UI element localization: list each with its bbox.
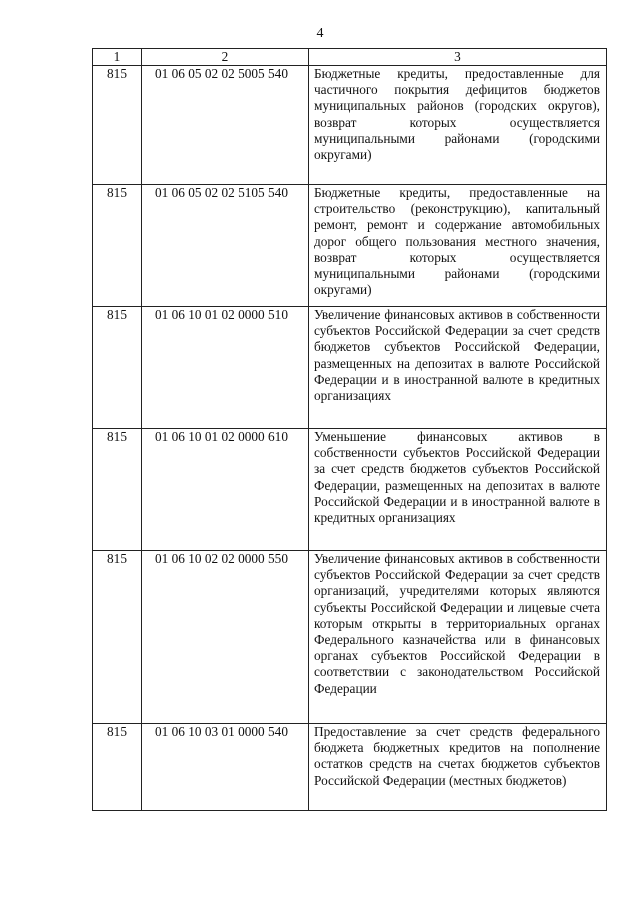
column-header-1: 1 bbox=[93, 49, 142, 66]
budget-classification-code-cell: 01 06 05 02 02 5005 540 bbox=[142, 66, 309, 185]
table-row bbox=[93, 724, 607, 811]
table-row bbox=[93, 307, 607, 429]
budget-classification-code-cell: 01 06 05 02 02 5105 540 bbox=[142, 185, 309, 307]
admin-code-cell: 815 bbox=[93, 66, 142, 185]
budget-classification-code-cell: 01 06 10 01 02 0000 510 bbox=[142, 307, 309, 429]
table-row bbox=[93, 185, 607, 307]
budget-classification-code-cell: 01 06 10 03 01 0000 540 bbox=[142, 724, 309, 811]
table-header-row bbox=[93, 49, 607, 66]
budget-classification-code-cell: 01 06 10 02 02 0000 550 bbox=[142, 551, 309, 724]
column-header-3: 3 bbox=[309, 49, 607, 66]
description-cell: Увеличение финансовых активов в собственности субъектов Российской Федерации за счет средств бюджетов субъектов Российской Федерации, размещенных на депозитах в валюте Российской Федерации и в иностранной валюте в кредитных организациях bbox=[309, 307, 607, 429]
admin-code-cell: 815 bbox=[93, 724, 142, 811]
description-cell: Уменьшение финансовых активов в собственности субъектов Российской Федерации за счет средств бюджетов субъектов Российской Федерации, размещенных на депозитах в валюте Российской Федерации и в иностранной валюте в кредитных организациях bbox=[309, 429, 607, 551]
admin-code-cell: 815 bbox=[93, 551, 142, 724]
budget-codes-table bbox=[92, 48, 607, 811]
admin-code-cell: 815 bbox=[93, 307, 142, 429]
column-header-2: 2 bbox=[142, 49, 309, 66]
description-cell: Бюджетные кредиты, предоставленные на строительство (реконструкцию), капитальный ремонт, ремонт и содержание автомобильных дорог общего пользования местного значения, возврат которых осуществляется муниципальными районами (городскими округами) bbox=[309, 185, 607, 307]
description-cell: Предоставление за счет средств федерального бюджета бюджетных кредитов на пополнение остатков средств на счетах бюджетов субъектов Российской Федерации (местных бюджетов) bbox=[309, 724, 607, 811]
page-number: 4 bbox=[316, 26, 324, 41]
table-row bbox=[93, 429, 607, 551]
admin-code-cell: 815 bbox=[93, 429, 142, 551]
admin-code-cell: 815 bbox=[93, 185, 142, 307]
description-cell: Бюджетные кредиты, предоставленные для частичного покрытия дефицитов бюджетов муниципальных районов (городских округов), возврат которых осуществляется муниципальными районами (городскими округами) bbox=[309, 66, 607, 185]
table-row bbox=[93, 66, 607, 185]
budget-classification-code-cell: 01 06 10 01 02 0000 610 bbox=[142, 429, 309, 551]
table-row bbox=[93, 551, 607, 724]
description-cell: Увеличение финансовых активов в собственности субъектов Российской Федерации за счет средств организаций, учредителями которых являются субъекты Российской Федерации и лицевые счета которым открыты в территориальных органах Федерального казначейства или в финансовых органах субъектов Российской Федерации в соответствии с законодательством Российской Федерации bbox=[309, 551, 607, 724]
